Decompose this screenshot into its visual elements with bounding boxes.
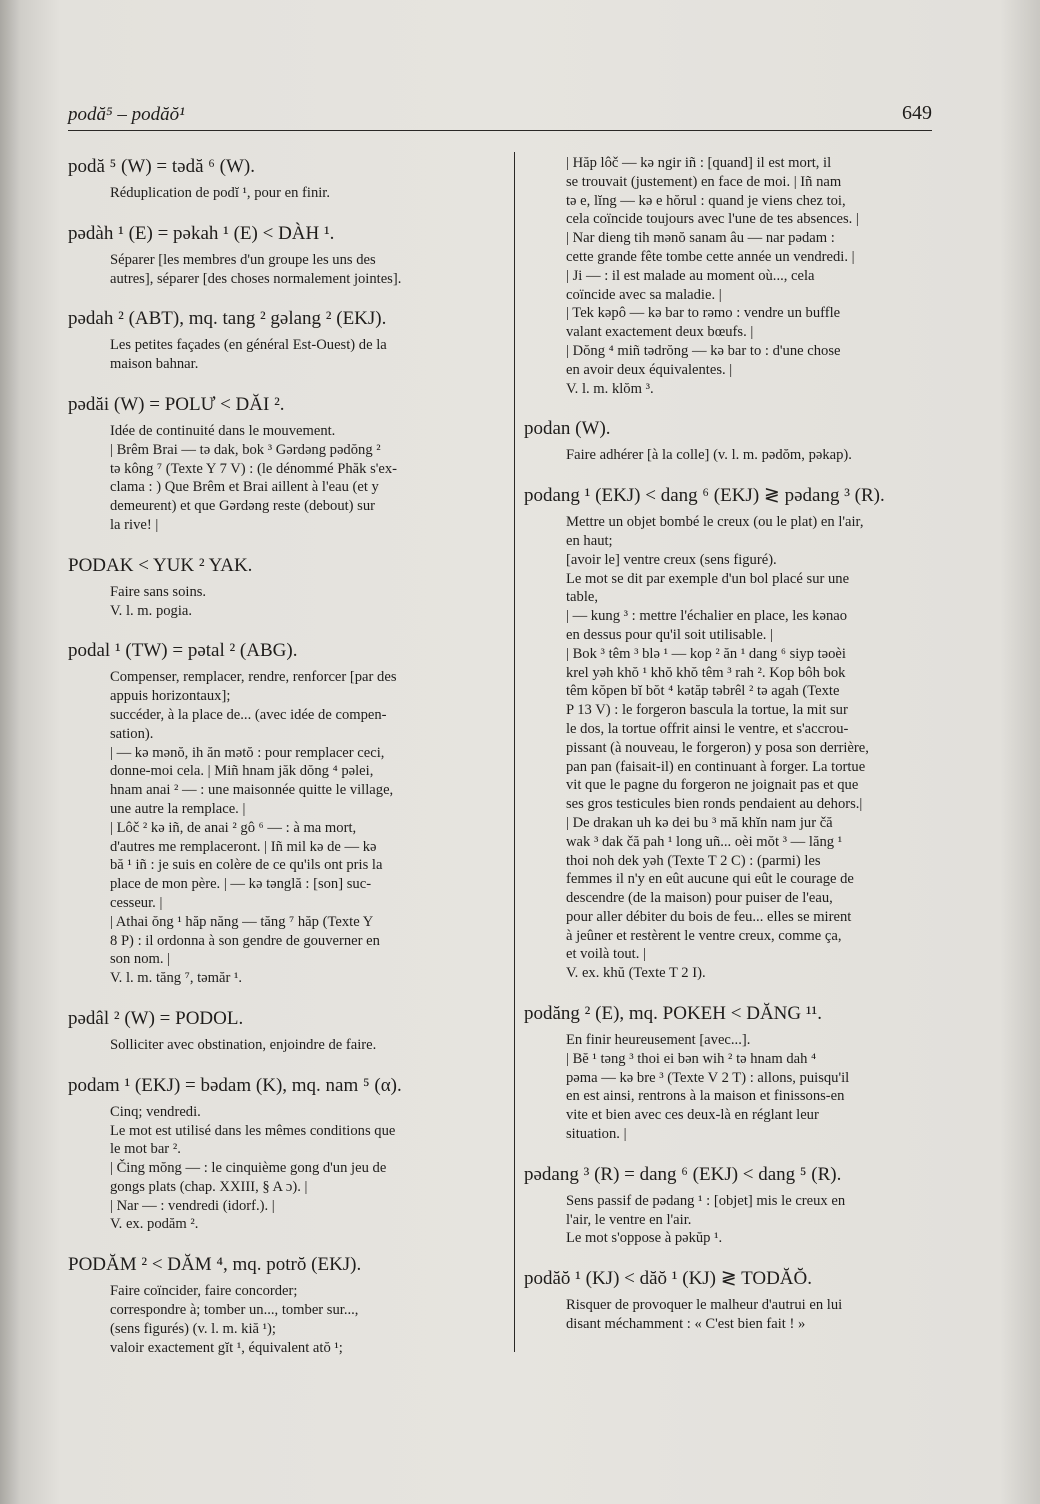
entry-headword: podam ¹ (EKJ) = bədam (K), mq. nam ⁵ (α). — [68, 1074, 402, 1096]
dictionary-entry — [68, 553, 496, 621]
dictionary-entry — [68, 306, 496, 374]
entry-line: thoi noh dek yəh (Texte T 2 C) : (parmi) les — [566, 852, 821, 869]
entry-line: femmes il n'y en eût aucune qui eût le courage de — [566, 871, 854, 888]
entry-line: | Lôč ² kə iñ, de anai ² gô ⁶ — : à ma mort, — [110, 819, 357, 836]
entry-line: | Nar dieng tih mənŏ sanam âu — nar pədam : — [566, 230, 835, 247]
entry-headword: pədâl ² (W) = PODOL. — [68, 1007, 244, 1029]
entry-line: sation). — [110, 725, 154, 742]
dictionary-entry — [524, 1001, 944, 1144]
entry-line: Faire coïncider, faire concorder; — [110, 1283, 298, 1300]
entry-line: | Čing mŏng — : le cinquième gong d'un jeu de — [110, 1160, 387, 1177]
entry-line: | Tek kəpô — kə bar to rəmo : vendre un buffle — [566, 305, 841, 322]
entry-line: Cinq; vendredi. — [110, 1103, 201, 1120]
dictionary-entry — [68, 154, 496, 203]
entry-line: correspondre à; tomber un..., tomber sur..., — [110, 1302, 359, 1319]
entry-line: 8 P) : il ordonna à son gendre de gouverner en — [110, 932, 380, 949]
entry-headword: pədăi (W) = POLƯ < DĂI ². — [68, 393, 285, 415]
entry-line: Séparer [les membres d'un groupe les uns des — [110, 251, 376, 268]
entry-line: Réduplication de podĭ ¹, pour en finir. — [110, 185, 330, 201]
entry-headword: podăng ² (E), mq. POKEH < DĂNG ¹¹. — [524, 1003, 822, 1025]
running-header — [68, 100, 932, 131]
entry-line: Risquer de provoquer le malheur d'autrui en lui — [566, 1297, 843, 1314]
entry-line: en est ainsi, rentrons à la maison et finissons-en — [566, 1088, 845, 1105]
entry-line: | Dŏng ⁴ miñ tədrŏng — kə bar to : d'une chose — [566, 342, 841, 359]
entry-line: | — kə mənŏ, ih ăn mətŏ : pour remplacer ceci, — [110, 744, 385, 761]
dictionary-entry — [524, 483, 944, 983]
entry-line: demeurent) et que Gərdəng reste (debout) sur — [110, 498, 376, 515]
entry-line: Le mot est utilisé dans les mêmes conditions que — [110, 1122, 396, 1139]
entry-line: vite et bien avec ces deux-là en réglant leur — [566, 1107, 819, 1124]
entry-headword: podal ¹ (TW) = pətal ² (ABG). — [68, 640, 298, 662]
entry-line: [avoir le] ventre creux (sens figuré). — [566, 551, 777, 568]
entry-line: table, — [566, 589, 599, 606]
entry-line: le dos, la tortue offrit ainsi le ventre, et s'accrou- — [566, 720, 849, 737]
entry-line: Sens passif de pədang ¹ : [objet] mis le creux en — [566, 1192, 846, 1209]
entry-line: | Ji — : il est malade au moment où..., cela — [566, 267, 815, 284]
column-divider — [514, 152, 515, 1352]
entry-line: coïncide avec sa maladie. | — [566, 286, 722, 303]
entry-line: donne-moi cela. | Miñ hnam jăk dŏng ⁴ pəlei, — [110, 763, 374, 780]
entry-line: pour aller débiter du bois de feu... elles se mirent — [566, 908, 852, 925]
page-number: 649 — [902, 102, 932, 124]
entry-line: | Athai ŏng ¹ hăp năng — tăng ⁷ hăp (Texte Y — [110, 913, 374, 930]
entry-line: V. l. m. pogia. — [110, 602, 193, 619]
entry-headword: pədàh ¹ (E) = pəkah ¹ (E) < DÀH ¹. — [68, 222, 335, 244]
entry-line: d'autres me remplaceront. | Iñ mil kə de — kə — [110, 838, 377, 855]
entry-line: appuis horizontaux]; — [110, 688, 231, 705]
entry-line: le mot bar ². — [110, 1141, 181, 1158]
entry-line: krel yəh khŏ ¹ khŏ khŏ têm ³ rah ². Kop bôh bok — [566, 664, 846, 681]
entry-headword: podă ⁵ (W) = tədă ⁶ (W). — [68, 156, 255, 177]
entry-headword: podang ¹ (EKJ) < dang ⁶ (EKJ) ≷ pədang ³ (R). — [524, 485, 885, 507]
entry-line: tə kông ⁷ (Texte Y 7 V) : (le dénommé Phăk s'ex- — [110, 460, 398, 477]
entry-line: bă ¹ iñ : je suis en colère de ce qu'ils ont pris la — [110, 857, 383, 874]
entry-line: ses gros testicules bien ronds pendaient au dehors.| — [566, 796, 863, 813]
left-column — [68, 154, 496, 1375]
entry-line: | — kung ³ : mettre l'échalier en place, les kənao — [566, 608, 848, 625]
entry-line: et voilà tout. | — [566, 946, 646, 963]
entry-line: Le mot se dit par exemple d'un bol placé sur une — [566, 570, 850, 587]
header-range: podă⁵ – podăŏ¹ — [68, 104, 185, 125]
entry-line: | De drakan uh kə dei bu ³ mă khĭn nam jur čă — [566, 814, 833, 831]
entry-line: V. l. m. klŏm ³. — [566, 380, 654, 397]
entry-line: vit que le pagne du forgeron ne joignait pas et que — [566, 777, 859, 794]
entry-headword: podăŏ ¹ (KJ) < dăŏ ¹ (KJ) ≷ TODĂŎ. — [524, 1268, 812, 1290]
entry-line: V. ex. khŭ (Texte T 2 I). — [566, 965, 706, 982]
entry-line: descendre (de la maison) pour puiser de l'eau, — [566, 890, 833, 907]
entry-line: une autre la remplace. | — [110, 800, 246, 817]
entry-line: gongs plats (chap. XXIII, § A ɔ). | — [110, 1178, 308, 1195]
entry-line: Mettre un objet bombé le creux (ou le plat) en l'air, — [566, 514, 864, 531]
dictionary-entry — [68, 1252, 496, 1357]
entry-line: clama : ) Que Brêm et Brai aillent à l'eau (et y — [110, 479, 379, 496]
entry-line: en avoir deux équivalentes. | — [566, 361, 733, 378]
entry-line: cette grande fête tombe cette année un vendredi. | — [566, 248, 855, 265]
entry-line: place de mon père. | — kə tənglă : [son] suc- — [110, 876, 372, 893]
right-column — [524, 154, 944, 1352]
entry-headword: PODĂM ² < DĂM ⁴, mq. potrŏ (EKJ). — [68, 1254, 362, 1276]
dictionary-entry — [524, 1162, 944, 1248]
entry-line: son nom. | — [110, 951, 171, 968]
entry-line: valoir exactement gĭt ¹, équivalent atŏ ¹; — [110, 1339, 343, 1356]
entry-line: cela coïncide toujours avec l'une de tes absences. | — [566, 211, 859, 228]
entry-line: autres], séparer [des choses normalement jointes]. — [110, 270, 402, 287]
entry-line: pan pan (faisait-il) en continuant à forger. La tortue — [566, 758, 866, 775]
entry-line: V. ex. podăm ². — [110, 1216, 199, 1233]
entry-line: Les petites façades (en général Est-Ouest) de la — [110, 337, 387, 354]
entry-line: | Brêm Brai — tə dak, bok ³ Gərdəng pədŏng ² — [110, 441, 381, 458]
entry-line: tə e, lĭng — kə e hŏrul : quand je viens chez toi, — [566, 192, 846, 209]
entry-line: à jeûner et restèrent le ventre creux, comme ça, — [566, 927, 842, 944]
entry-headword: PODAK < YUK ² YAK. — [68, 554, 253, 576]
entry-line: têm kŏpen bĭ bŏt ⁴ kətăp təbrêl ² tə agah (Texte — [566, 683, 840, 700]
entry-line: (sens figurés) (v. l. m. kiă ¹); — [110, 1320, 276, 1337]
entry-line: Compenser, remplacer, rendre, renforcer [par des — [110, 669, 397, 686]
entry-line: pəma — kə bre ³ (Texte V 2 T) : allons, puisqu'il — [566, 1069, 850, 1086]
entry-line: valant exactement deux bœufs. | — [566, 324, 754, 341]
entry-line: | Bok ³ têm ³ blə ¹ — kop ² ăn ¹ dang ⁶ siyp təoèi — [566, 645, 846, 662]
entry-line: Le mot s'oppose à pəkŭp ¹. — [566, 1230, 723, 1247]
entry-line: P 13 V) : le forgeron bascula la tortue, la mit sur — [566, 702, 848, 719]
entry-line: En finir heureusement [avec...]. — [566, 1032, 751, 1049]
dictionary-entry — [68, 221, 496, 289]
dictionary-entry — [68, 1073, 496, 1235]
entry-line: l'air, le ventre en l'air. — [566, 1211, 692, 1228]
dictionary-entry — [68, 1006, 496, 1055]
entry-line: succéder, à la place de... (avec idée de compen- — [110, 706, 387, 723]
dictionary-entry — [68, 392, 496, 535]
entry-line: | Bĕ ¹ təng ³ thoi ei bən wih ² tə hnam dah ⁴ — [566, 1050, 817, 1067]
entry-headword: podan (W). — [524, 418, 611, 440]
dictionary-entry — [68, 638, 496, 988]
entry-line: se trouvait (justement) en face de moi. | Iñ nam — [566, 173, 842, 190]
entry-line: Idée de continuité dans le mouvement. — [110, 422, 336, 439]
dictionary-entry — [524, 416, 944, 465]
entry-line: | Hăp lôč — kə ngir iñ : [quand] il est mort, il — [566, 155, 832, 171]
entry-line: en dessus pour qu'il soit utilisable. | — [566, 626, 774, 643]
entry-line: cesseur. | — [110, 894, 163, 911]
entry-headword: pədang ³ (R) = dang ⁶ (EKJ) < dang ⁵ (R). — [524, 1163, 842, 1185]
entry-line: en haut; — [566, 532, 613, 549]
entry-line: la rive! | — [110, 516, 159, 533]
entry-line: disant méchamment : « C'est bien fait ! » — [566, 1316, 806, 1333]
entry-line: wak ³ dak čă pah ¹ long uñ... oèi mŏt ³ — lăng ¹ — [566, 833, 843, 850]
entry-line: | Nar — : vendredi (idorf.). | — [110, 1197, 275, 1214]
entry-line: situation. | — [566, 1126, 627, 1143]
entry-line: Solliciter avec obstination, enjoindre de faire. — [110, 1036, 377, 1053]
entry-headword: pədah ² (ABT), mq. tang ² gəlang ² (EKJ). — [68, 308, 387, 330]
entry-line: V. l. m. tăng ⁷, təmăr ¹. — [110, 970, 243, 987]
dictionary-entry — [524, 1266, 944, 1334]
entry-line: maison bahnar. — [110, 356, 199, 373]
dictionary-entry — [524, 154, 944, 398]
entry-line: hnam anai ² — : une maisonnée quitte le village, — [110, 782, 394, 799]
entry-line: pissant (à nouveau, le forgeron) y posa son derrière, — [566, 739, 869, 756]
entry-line: Faire adhérer [à la colle] (v. l. m. pədŏm, pəkap). — [566, 447, 852, 464]
entry-line: Faire sans soins. — [110, 583, 207, 600]
